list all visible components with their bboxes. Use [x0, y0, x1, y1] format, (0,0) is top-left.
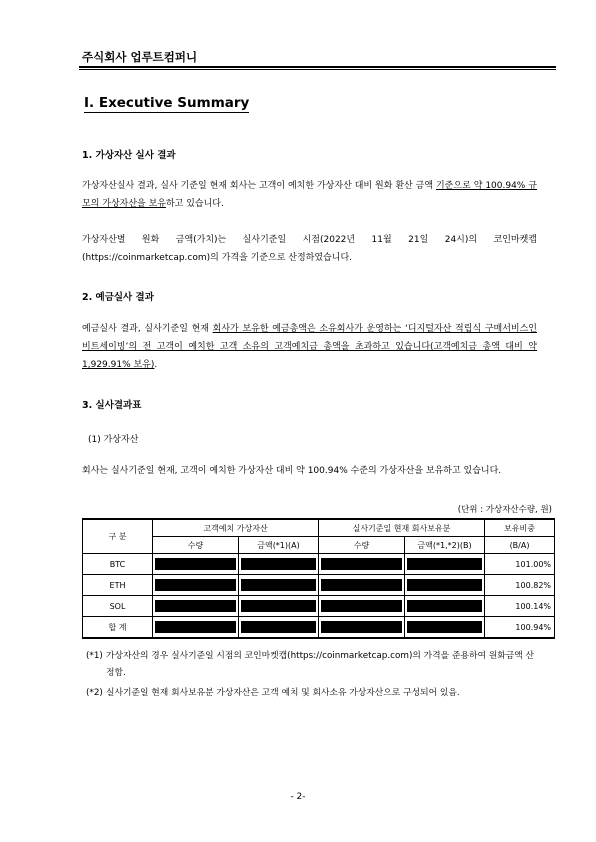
- row-ratio: 101.00%: [485, 554, 555, 575]
- row-ratio: 100.14%: [485, 596, 555, 617]
- col-amount-customer: 금액(*1)(A): [239, 537, 319, 554]
- footnote-text: 실사기준일 현재 회사보유분 가상자산은 고객 예치 및 회사소유 가상자산으로 구성되어 있음.: [106, 688, 460, 698]
- table-row: [83, 554, 555, 575]
- section1-para1-text: 가상자산실사 결과, 실사 기준일 현재 회사는 고객이 예치한 가상자산 대비 원화 환산 금액: [82, 181, 436, 191]
- total-ratio: 100.94%: [485, 617, 555, 639]
- col-amount-company: 금액(*1,*2)(B): [405, 537, 485, 554]
- redacted-cell: [405, 617, 485, 639]
- redacted-cell: [153, 575, 239, 596]
- total-label: 합 계: [83, 617, 153, 639]
- section1-para1-underlined: 기준으로 약 100.94% 규모의 가상자산을 보유: [82, 181, 537, 209]
- col-qty-company: 수량: [319, 537, 405, 554]
- header-rule-thin: [79, 69, 556, 70]
- footnote-text: 가상자산의 경우 실사기준일 시점의 코인마켓캡(https://coinmarketcap.com)의 가격을 준용하여 원화금액 산정함.: [106, 651, 535, 678]
- redacted-cell: [405, 596, 485, 617]
- redacted-cell: [239, 596, 319, 617]
- redacted-cell: [405, 575, 485, 596]
- section1-heading: 1. 가상자산 실사 결과: [82, 150, 176, 161]
- redacted-cell: [153, 617, 239, 639]
- section3-subheading: (1) 가상자산: [88, 435, 139, 445]
- redacted-cell: [153, 596, 239, 617]
- section2-para-tail: .: [154, 360, 158, 370]
- section1-para1-tail: 하고 있습니다.: [165, 199, 224, 209]
- section3-paragraph: 회사는 실사기준일 현재, 고객이 예치한 가상자산 대비 약 100.94% 수준의 가상자산을 보유하고 있습니다.: [82, 466, 502, 476]
- col-ratio-formula: (B/A): [485, 537, 555, 554]
- header-rule-thick: [79, 66, 556, 68]
- row-asset-name: BTC: [83, 554, 153, 575]
- section2-para-text: 예금실사 결과, 실사기준일 현재: [82, 324, 213, 334]
- redacted-cell: [319, 596, 405, 617]
- redacted-cell: [319, 617, 405, 639]
- section2-heading: 2. 예금실사 결과: [82, 292, 154, 303]
- page-number: - 2-: [290, 792, 306, 802]
- table-unit-note: (단위 : 가상자산수량, 원): [457, 505, 552, 515]
- virtual-asset-table: [82, 518, 555, 639]
- redacted-cell: [319, 554, 405, 575]
- col-category: 구 분: [83, 519, 153, 554]
- redacted-cell: [239, 554, 319, 575]
- table-row: [83, 575, 555, 596]
- col-group-customer: 고객예치 가상자산: [153, 519, 319, 537]
- section1-paragraph2: 가상자산별 원화 금액(가치)는 실사기준일 시점(2022년 11월 21일 24시)의 코인마켓캡(https://coinmarketcap.com)의 가격을 기준으로 산정하였습니다.: [82, 235, 537, 263]
- footnote-mark: (*2): [86, 688, 103, 698]
- footnote-mark: (*1): [86, 651, 103, 661]
- col-ratio: 보유비중: [485, 519, 555, 537]
- row-asset-name: SOL: [83, 596, 153, 617]
- footnote-2: [86, 685, 536, 702]
- table-total-row: [83, 617, 555, 639]
- redacted-cell: [405, 554, 485, 575]
- col-qty-customer: 수량: [153, 537, 239, 554]
- table-row: [83, 596, 555, 617]
- section2-paragraph: [82, 320, 537, 374]
- company-name: 주식회사 업루트컴퍼니: [82, 50, 198, 64]
- row-asset-name: ETH: [83, 575, 153, 596]
- page-title: Ⅰ. Executive Summary: [84, 95, 250, 111]
- row-ratio: 100.82%: [485, 575, 555, 596]
- redacted-cell: [153, 554, 239, 575]
- footnote-1: [86, 648, 536, 682]
- redacted-cell: [239, 575, 319, 596]
- redacted-cell: [239, 617, 319, 639]
- section3-heading: 3. 실사결과표: [82, 400, 142, 411]
- section2-para-underlined: 회사가 보유한 예금총액은 소유회사가 운영하는 ‘디지털자산 적립식 구매서비스인 비트세이빙’의 전 고객이 예치한 고객 소유의 고객예치금 총액을 초과하고 있습니다(고객예치금 총액 대비 약 1,929.91% 보유): [82, 324, 537, 370]
- section1-paragraph1: [82, 177, 537, 213]
- redacted-cell: [319, 575, 405, 596]
- col-group-company: 실사기준일 현재 회사보유분: [319, 519, 485, 537]
